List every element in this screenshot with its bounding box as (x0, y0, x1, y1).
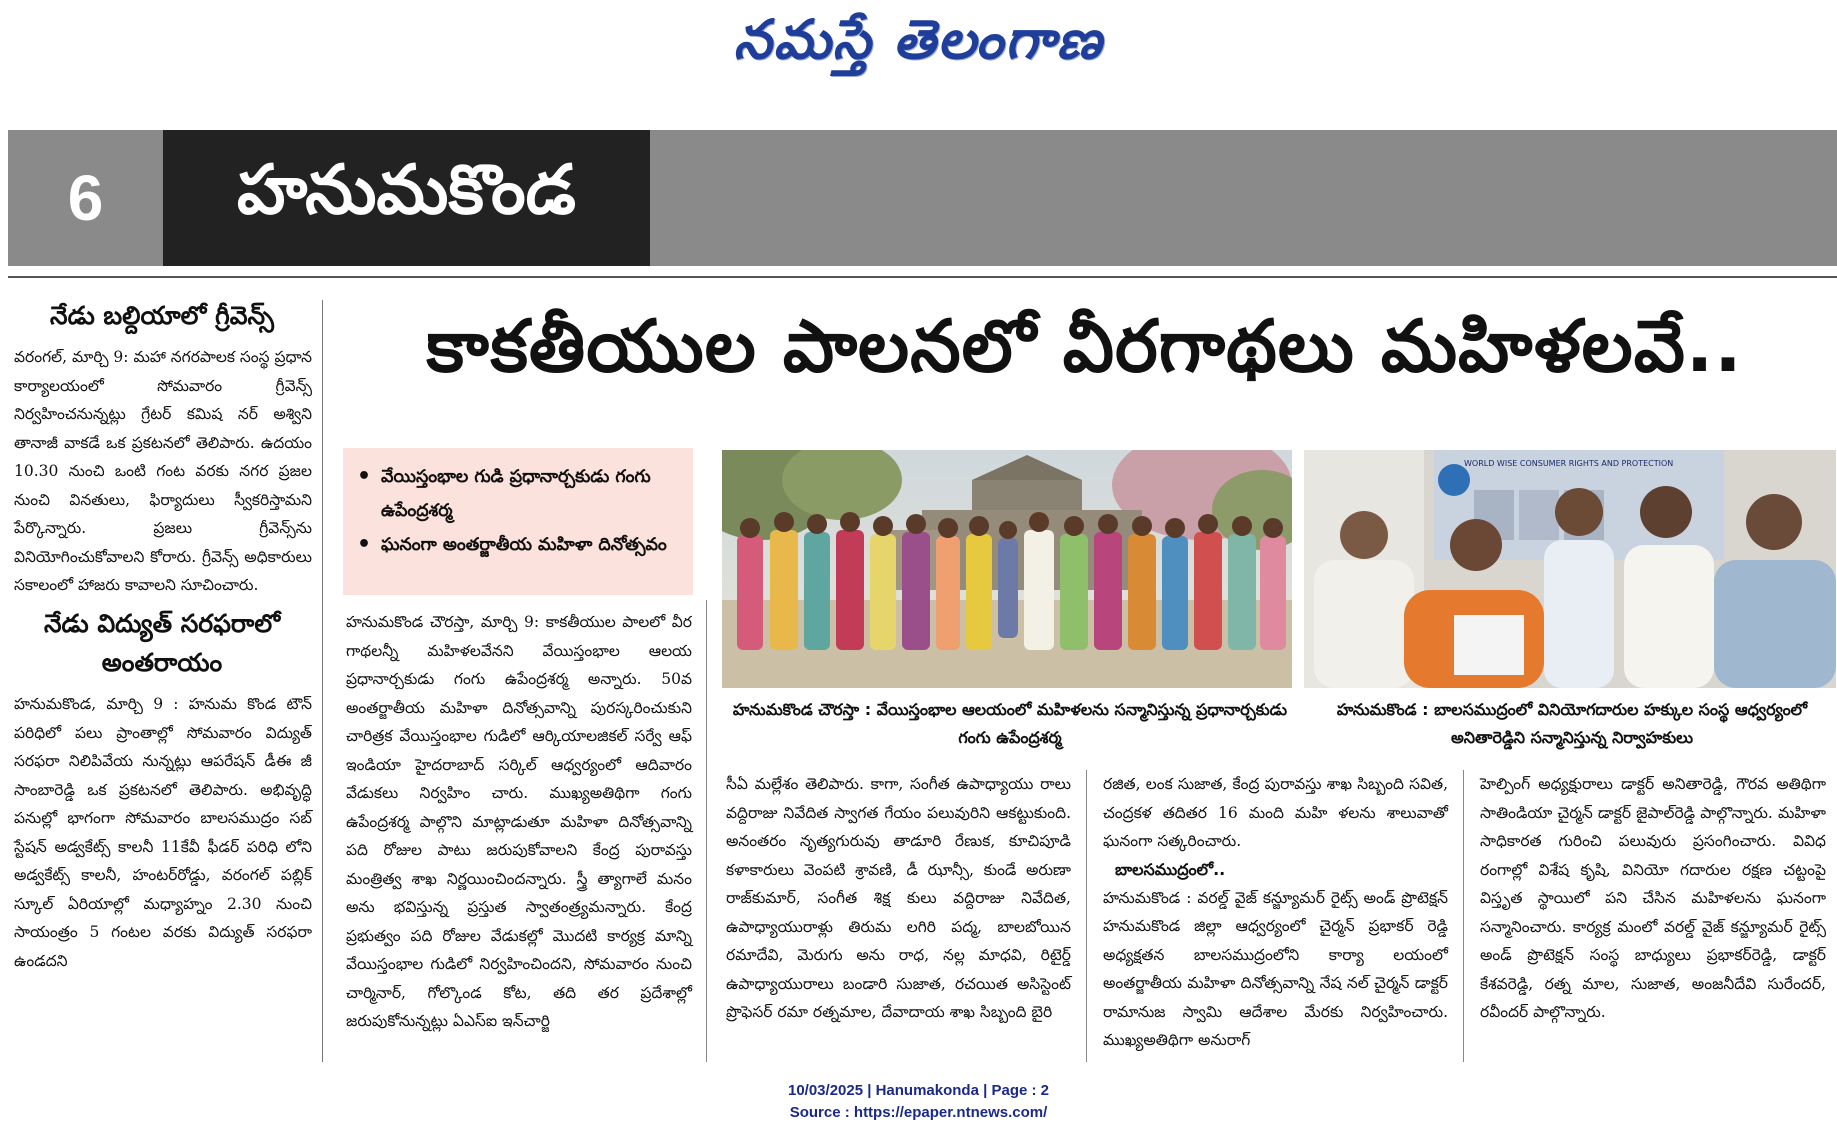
article-text: రజిత, లంక సుజాత, కేంద్ర పురావస్తు శాఖ సిబ్బంది సవిత, చంద్రకళ తదితర 16 మంది మహి ళలను శాలువాతో ఘనంగా సత్కరించారు. (1103, 775, 1448, 850)
article-column-3 (1097, 770, 1452, 1064)
highlight-item (357, 528, 683, 562)
highlight-text: వేయిస్తంభాల గుడి ప్రధానార్చకుడు గంగు ఉపేంద్రశర్మ (381, 467, 651, 521)
column-divider (1086, 770, 1087, 1062)
highlights-box (343, 448, 693, 595)
photo-felicitation (1304, 450, 1836, 688)
article-text: హెల్పింగ్ అధ్యక్షురాలు డాక్టర్ అనితారెడ్డి, గౌరవ అతిథిగా సాతిండియా చైర్మన్ డాక్టర్ జైపాల్‌రెడ్డి పాల్గొన్నారు. మహిళా సాధికారత గురించి పలువురు ప్రసంగించారు. వివిధ రంగాల్లో విశేష కృషి, వినియో గదారుల రక్షణ చట్టంపై విస్తృత స్థాయిలో పని చేసిన మహిళలను ఘనంగా సన్మానించారు. కార్యక్ర మంలో వరల్డ్ వైజ్ కన్జ్యూమర్ రైట్స్ అండ్ ప్రొటెక్షన్ సంస్థ బాధ్యులు ప్రభాకర్‌రెడ్డి, డాక్టర్ కేశవరెడ్డి, రత్న మాల, సుజాత, అంజనీదేవి సురేందర్, రవీందర్ పాల్గొన్నారు. (1480, 775, 1826, 1021)
footer (0, 1080, 1837, 1124)
article-column-2 (720, 770, 1075, 1064)
photo-caption-temple: హనుమకొండ చౌరస్తా : వేయిస్తంభాల ఆలయంలో మహిళలను సన్మానిస్తున్న ప్రధానార్చకుడు గంగు ఉపేంద్రశర్మ (732, 700, 1288, 747)
article-text: హనుమకొండ : వరల్డ్ వైజ్ కన్జ్యూమర్ రైట్స్ అండ్ ప్రొటెక్షన్ హనుమకొండ జిల్లా ఆధ్వర్యంలో చైర్మన్ ప్రభాకర్ రెడ్డి అధ్యక్షతన బాలసముద్రంలోని కార్యా లయంలో అంతర్జాతీయ మహిళా దినోత్సవాన్ని నేష నల్ చైర్మన్ డాక్టర్ రామానుజ స్వామి ఆదేశాల మేరకు నిర్వహించారు. ముఖ్యఅతిథిగా అనురాగ్ (1103, 888, 1448, 1049)
article-text: సీఏ మల్లేశం తెలిపారు. కాగా, సంగీత ఉపాధ్యాయు రాలు వద్దిరాజు నివేదిత స్వాగత గేయం పలువురిని ఆకట్టుకుంది. అనంతరం నృత్యగురువు తాడూరి రేణుక, కూచిపూడి కళాకారులు వెంపటి శ్రావణి, డీ ఝాన్సీ, కుండే అరుణా రాజ్‌కుమార్, సంగీత శిక్ష కులు వద్దిరాజు నివేదిత, ఉపాధ్యాయురాళ్లు తిరుమ లగిరి పద్మ, బాలబోయిన రమాదేవి, మెరుగు అను రాధ, నల్ల మాధవి, రిటైర్డ్ ఉపాధ్యాయురాలు బండారి సుజాత, రచయిత అసిస్టెంట్ ప్రొఫెసర్ రమా రత్నమాల, దేవాదాయ శాఖ సిబ్బంది బైరి (726, 775, 1071, 1021)
article-subhead: బాలసముద్రంలో.. (1115, 859, 1226, 879)
section-name: హనుమకొండ (163, 130, 650, 266)
highlight-item (357, 460, 683, 528)
photo-caption-felicitation: హనుమకొండ : బాలసముద్రంలో వినియోగదారుల హక్కుల సంస్థ ఆధ్వర్యంలో అనితారెడ్డిని సన్మానిస్తున్న నిర్వాహకులు (1336, 700, 1808, 747)
highlight-text: ఘనంగా అంతర్జాతీయ మహిళా దినోత్సవం (381, 535, 667, 555)
masthead (0, 0, 1837, 80)
banner-text: WORLD WISE CONSUMER RIGHTS AND PROTECTION (1464, 459, 1674, 468)
footer-source-line: Source : https://epaper.ntnews.com/ (789, 1104, 1048, 1121)
section-rule (8, 276, 1837, 278)
brief-title-power-line1: నేడు విద్యుత్ సరఫరాలో (43, 608, 281, 638)
column-divider (1463, 770, 1464, 1062)
brief-body-power: హనుమకొండ, మార్చి 9 : హనుమ కొండ టౌన్ పరిధిలో పలు ప్రాంతాల్లో సోమవారం విద్యుత్ సరఫరా నిలిపివేయ నున్నట్లు ఆపరేషన్ డీఈ జీ సాంబారెడ్డి ఒక ప్రకటనలో తెలిపారు. అభివృద్ధి పనుల్లో భాగంగా సోమవారం బాలసముద్రం సబ్ స్టేషన్ అడ్వకేట్స్ కాలనీ 11కేవీ ఫీడర్ పరిధి లోని అడ్వకేట్స్ కాలనీ, హంటర్‌రోడ్డు, వరంగల్ పబ్లిక్ స్కూల్ ఏరియాల్లో మధ్యాహ్నం 2.30 నుంచి సాయంత్రం 5 గంటల వరకు విద్యుత్ సరఫరా ఉండదని (14, 695, 312, 970)
page-number: 6 (67, 162, 104, 234)
column-divider (706, 600, 707, 1062)
section-band (8, 130, 1837, 266)
felicitation-image (1304, 450, 1836, 688)
brief-body-grievance: వరంగల్, మార్చి 9: మహా నగరపాలక సంస్థ ప్రధాన కార్యాలయంలో సోమవారం గ్రీవెన్స్ నిర్వహించనున్నట్లు గ్రేటర్ కమిష నర్ అశ్విని తానాజీ వాకడే ఒక ప్రకటనలో తెలిపారు. ఉదయం 10.30 నుంచి ఒంటి గంట వరకు నగర ప్రజల నుంచి వినతులు, ఫిర్యాదులు స్వీకరిస్తామని పేర్కొన్నారు. ప్రజలు గ్రీవెన్స్‌ను వినియోగించుకోవాలని కోరారు. గ్రీవెన్స్ అధికారులు సకాలంలో హాజరు కావాలని సూచించారు. (14, 348, 312, 595)
photo-temple-group (722, 450, 1292, 688)
article-text: హనుమకొండ చౌరస్తా, మార్చి 9: కాకతీయుల పాలలో వీర గాథలన్నీ మహిళలవేనని వేయిస్తంభాల ఆలయ ప్రధానార్చకుడు గంగు ఉపేంద్రశర్మ అన్నారు. 50వ అంతర్జాతీయ మహిళా దినోత్సవాన్ని పురస్కరించుకుని చారిత్రక వేయిస్తంభాల గుడిలో ఆర్కియాలజికల్ సర్వే ఆఫ్ ఇండియా హైదరాబాద్ సర్కిల్ ఆధ్వర్యంలో ఆదివారం వేడుకలు నిర్వహిం చారు. ముఖ్యఅతిథిగా గంగు ఉపేంద్రశర్మ పాల్గొని మాట్లాడుతూ మహిళా దినోత్సవాన్ని పది రోజుల పాటు జరుపుకోవాలని కేంద్ర పురావస్తు మంత్రిత్వ శాఖ నిర్ణయించిందన్నారు. స్త్రీ త్యాగాలే మనం అను భవిస్తున్న ప్రస్తుత స్వాతంత్ర్యమన్నారు. కేంద్ర ప్రభుత్వం పది రోజుల వేడుకల్లో మొదటి కార్యక్ర మాన్ని వేయిస్తంభాల గుడిలో నిర్వహించిందని, సోమవారం నుంచి చార్మినార్, గోల్కొండ కోట, తది తర ప్రదేశాల్లో జరుపుకోనున్నట్లు ఏఎస్ఐ ఇన్‌చార్జి (346, 613, 692, 1030)
article-column-4 (1474, 770, 1830, 1064)
bullet-icon: • (357, 532, 372, 557)
article-column-1 (340, 608, 696, 1064)
bullet-icon: • (357, 464, 372, 489)
column-divider (322, 300, 323, 1062)
main-headline: కాకతీయుల పాలనలో వీరగాథలు మహిళలవే.. (426, 304, 1743, 388)
newspaper-title: నమస్తే తెలంగాణ (733, 8, 1104, 71)
brief-title-power-line2: అంతరాయం (101, 648, 223, 677)
footer-date-line: 10/03/2025 | Hanumakonda | Page : 2 (787, 1082, 1049, 1099)
temple-group-image (722, 450, 1292, 688)
brief-title-grievance: నేడు బల్దియాలో గ్రీవెన్స్ (50, 301, 274, 330)
left-column (8, 292, 316, 1062)
